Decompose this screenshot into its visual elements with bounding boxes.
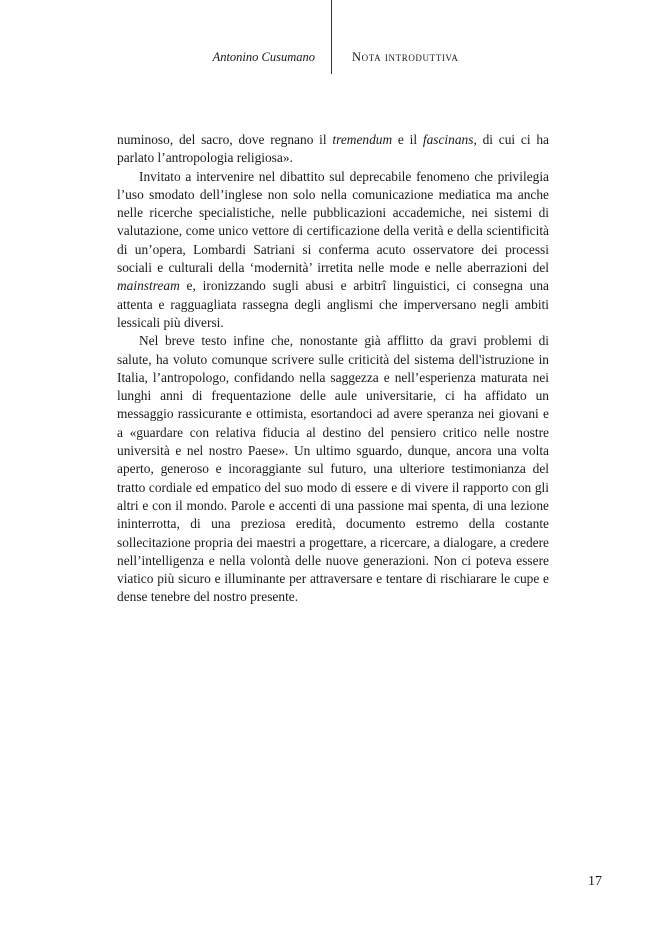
header-divider (331, 0, 332, 74)
page-number: 17 (588, 874, 602, 889)
running-header-author: Antonino Cusumano (212, 50, 315, 64)
paragraph-1 (117, 131, 549, 168)
body-text (117, 131, 549, 607)
paragraph-1-text: numinoso, del sacro, dove regnano il (117, 132, 333, 147)
term-tremendum: tremendum (332, 132, 393, 147)
paragraph-2 (117, 168, 549, 333)
paragraph-1-text: , di cui ci ha parlato l’antropologia religiosa». (117, 132, 549, 166)
paragraph-1-text: e il (392, 132, 423, 147)
running-header-title: Nota introduttiva (352, 50, 459, 64)
paragraph-2-text: Invitato a intervenire nel dibattito sul deprecabile fenomeno che privilegia l’uso smodato dell’inglese non solo nella comunicazione mediatica ma anche nelle ricerche specialistiche, nelle pubblicazioni accademiche, nei sistemi di valutazione, come unico vettore di certificazione della verità e della scientificità di un’opera, Lombardi Satriani si conferma acuto osservatore dei processi sociali e culturali della ‘modernità’ irretita nelle mode e nelle aberrazioni del (117, 168, 549, 276)
paragraph-3: Nel breve testo infine che, nonostante già afflitto da gravi problemi di salute, ha voluto comunque scrivere sulle criticità del sistema dell'istruzione in Italia, l’antropologo, confidando nella saggezza e nell’esperienza maturata nei lunghi anni di frequentazione delle aule universitarie, ci ha affidato un messaggio rassicurante e ottimista, esortandoci ad avere speranza nei giovani e a «guardare con relativa fiducia al destino del pensiero critico nelle nostre università e nel nostro Paese». Un ultimo sguardo, dunque, ancora una volta aperto, generoso e incoraggiante sul futuro, una ulteriore testimonianza del tratto cordiale ed empatico del suo modo di essere e di vivere il rapporto con gli altri e con il mondo. Parole e accenti di una passione mai spenta, di una lezione ininterrotta, di una preziosa eredità, documento estremo della costante sollecitazione propria dei maestri a progettare, a ricercare, a dialogare, a credere nell’intelligenza e nella volontà delle nuove generazioni. Non ci poteva essere viatico più sicuro e illuminante per attraversare e tentare di rischiarare le cupe e dense tenebre del nostro presente. (117, 333, 549, 605)
paragraph-2-text: e, ironizzando sugli abusi e arbitrî linguistici, ci consegna una attenta e ragguagliata rassegna degli anglismi che imperversano negli ambiti lessicali più diversi. (117, 278, 549, 330)
term-fascinans: fascinans (422, 132, 474, 147)
term-mainstream: mainstream (117, 278, 180, 294)
